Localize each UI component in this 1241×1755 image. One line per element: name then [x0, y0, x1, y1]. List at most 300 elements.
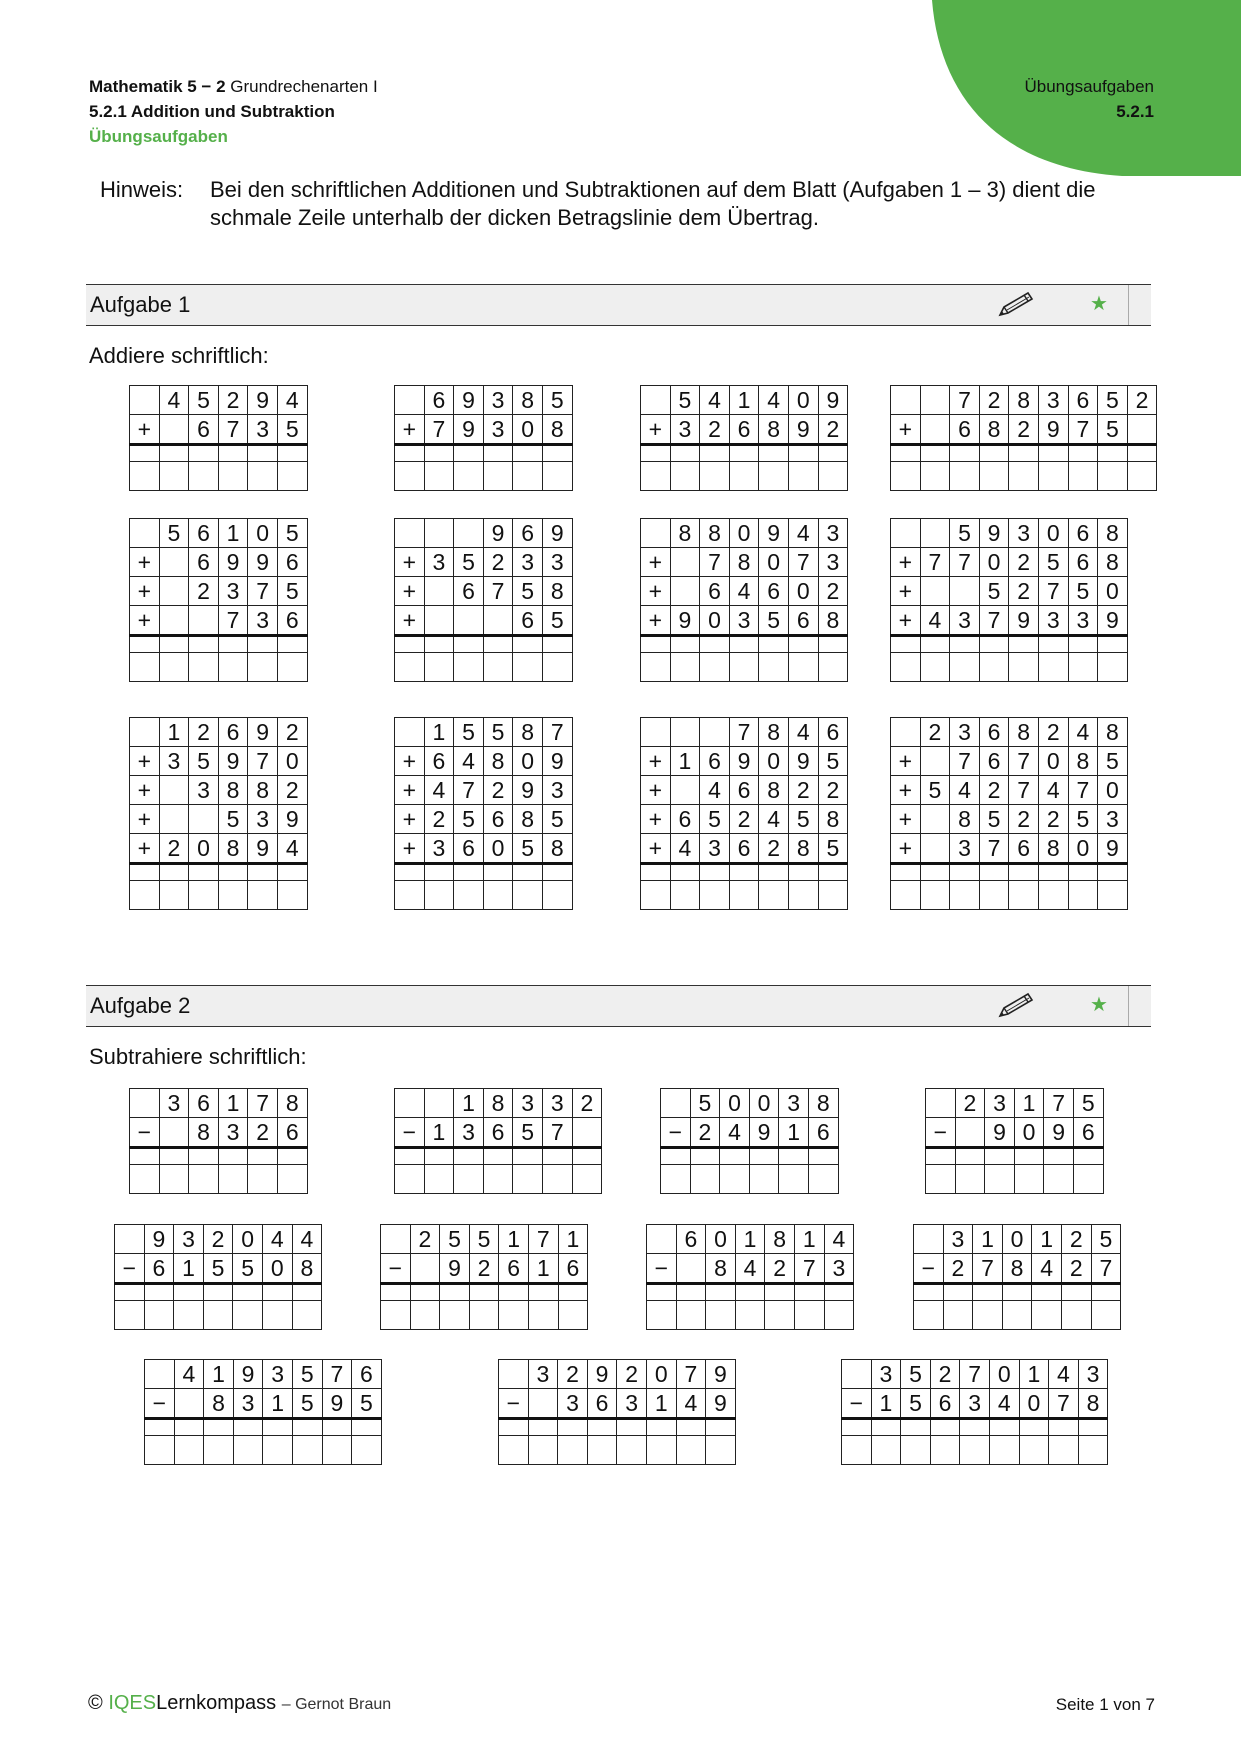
result-cell[interactable]: [914, 1301, 944, 1330]
result-cell[interactable]: [1002, 1301, 1032, 1330]
carry-cell[interactable]: [189, 864, 219, 881]
carry-cell[interactable]: [513, 1148, 543, 1165]
carry-cell[interactable]: [1073, 1148, 1103, 1165]
carry-cell[interactable]: [1098, 445, 1128, 462]
result-cell[interactable]: [513, 653, 543, 682]
carry-cell[interactable]: [218, 864, 248, 881]
result-cell[interactable]: [115, 1301, 145, 1330]
carry-cell[interactable]: [130, 636, 160, 653]
result-cell[interactable]: [706, 1301, 736, 1330]
result-cell[interactable]: [818, 653, 848, 682]
carry-cell[interactable]: [930, 1419, 960, 1436]
result-cell[interactable]: [985, 1165, 1015, 1194]
result-cell[interactable]: [424, 1165, 454, 1194]
result-cell[interactable]: [901, 1436, 931, 1465]
carry-cell[interactable]: [159, 864, 189, 881]
carry-cell[interactable]: [159, 1148, 189, 1165]
carry-cell[interactable]: [558, 1419, 588, 1436]
carry-cell[interactable]: [542, 864, 572, 881]
carry-cell[interactable]: [729, 445, 759, 462]
result-cell[interactable]: [159, 462, 189, 491]
result-cell[interactable]: [979, 462, 1009, 491]
result-cell[interactable]: [808, 1165, 838, 1194]
result-cell[interactable]: [729, 462, 759, 491]
result-cell[interactable]: [759, 462, 789, 491]
carry-cell[interactable]: [204, 1419, 234, 1436]
result-cell[interactable]: [130, 653, 160, 682]
result-cell[interactable]: [646, 1436, 676, 1465]
result-cell[interactable]: [729, 881, 759, 910]
result-cell[interactable]: [542, 881, 572, 910]
result-cell[interactable]: [528, 1436, 558, 1465]
carry-cell[interactable]: [670, 445, 700, 462]
result-cell[interactable]: [700, 462, 730, 491]
result-cell[interactable]: [189, 1165, 219, 1194]
carry-cell[interactable]: [159, 636, 189, 653]
result-cell[interactable]: [174, 1301, 204, 1330]
carry-cell[interactable]: [788, 636, 818, 653]
carry-cell[interactable]: [1038, 445, 1068, 462]
result-cell[interactable]: [759, 653, 789, 682]
result-cell[interactable]: [1127, 462, 1157, 491]
carry-cell[interactable]: [676, 1419, 706, 1436]
carry-cell[interactable]: [824, 1284, 854, 1301]
carry-cell[interactable]: [115, 1284, 145, 1301]
result-cell[interactable]: [1078, 1436, 1108, 1465]
result-cell[interactable]: [248, 1165, 278, 1194]
result-cell[interactable]: [706, 1436, 736, 1465]
result-cell[interactable]: [950, 462, 980, 491]
result-cell[interactable]: [277, 653, 307, 682]
carry-cell[interactable]: [1038, 636, 1068, 653]
result-cell[interactable]: [1009, 462, 1039, 491]
carry-cell[interactable]: [1019, 1419, 1049, 1436]
carry-cell[interactable]: [641, 864, 671, 881]
carry-cell[interactable]: [720, 1148, 750, 1165]
carry-cell[interactable]: [277, 445, 307, 462]
carry-cell[interactable]: [499, 1419, 529, 1436]
result-cell[interactable]: [483, 462, 513, 491]
result-cell[interactable]: [381, 1301, 411, 1330]
carry-cell[interactable]: [189, 636, 219, 653]
result-cell[interactable]: [248, 462, 278, 491]
result-cell[interactable]: [960, 1436, 990, 1465]
carry-cell[interactable]: [794, 1284, 824, 1301]
result-cell[interactable]: [943, 1301, 973, 1330]
result-cell[interactable]: [788, 462, 818, 491]
carry-cell[interactable]: [483, 445, 513, 462]
carry-cell[interactable]: [920, 636, 950, 653]
carry-cell[interactable]: [144, 1284, 174, 1301]
result-cell[interactable]: [248, 881, 278, 910]
carry-cell[interactable]: [1061, 1284, 1091, 1301]
result-cell[interactable]: [891, 881, 921, 910]
result-cell[interactable]: [528, 1301, 558, 1330]
carry-cell[interactable]: [891, 445, 921, 462]
carry-cell[interactable]: [979, 445, 1009, 462]
result-cell[interactable]: [263, 1436, 293, 1465]
carry-cell[interactable]: [1078, 1419, 1108, 1436]
result-cell[interactable]: [1009, 653, 1039, 682]
carry-cell[interactable]: [1032, 1284, 1062, 1301]
carry-cell[interactable]: [765, 1284, 795, 1301]
carry-cell[interactable]: [292, 1419, 322, 1436]
carry-cell[interactable]: [542, 1148, 572, 1165]
carry-cell[interactable]: [130, 445, 160, 462]
carry-cell[interactable]: [706, 1419, 736, 1436]
carry-cell[interactable]: [891, 636, 921, 653]
carry-cell[interactable]: [587, 1419, 617, 1436]
carry-cell[interactable]: [759, 445, 789, 462]
result-cell[interactable]: [513, 462, 543, 491]
result-cell[interactable]: [395, 1165, 425, 1194]
carry-cell[interactable]: [262, 1284, 292, 1301]
carry-cell[interactable]: [1049, 1419, 1079, 1436]
result-cell[interactable]: [395, 881, 425, 910]
carry-cell[interactable]: [670, 636, 700, 653]
result-cell[interactable]: [871, 1436, 901, 1465]
carry-cell[interactable]: [218, 1148, 248, 1165]
carry-cell[interactable]: [203, 1284, 233, 1301]
result-cell[interactable]: [395, 653, 425, 682]
result-cell[interactable]: [483, 1165, 513, 1194]
result-cell[interactable]: [788, 881, 818, 910]
carry-cell[interactable]: [676, 1284, 706, 1301]
result-cell[interactable]: [676, 1301, 706, 1330]
result-cell[interactable]: [572, 1165, 602, 1194]
carry-cell[interactable]: [513, 864, 543, 881]
result-cell[interactable]: [1032, 1301, 1062, 1330]
result-cell[interactable]: [979, 653, 1009, 682]
result-cell[interactable]: [926, 1165, 956, 1194]
result-cell[interactable]: [558, 1301, 588, 1330]
carry-cell[interactable]: [788, 445, 818, 462]
result-cell[interactable]: [277, 1165, 307, 1194]
carry-cell[interactable]: [528, 1419, 558, 1436]
carry-cell[interactable]: [706, 1284, 736, 1301]
carry-cell[interactable]: [920, 445, 950, 462]
result-cell[interactable]: [218, 653, 248, 682]
carry-cell[interactable]: [410, 1284, 440, 1301]
result-cell[interactable]: [513, 1165, 543, 1194]
carry-cell[interactable]: [381, 1284, 411, 1301]
carry-cell[interactable]: [914, 1284, 944, 1301]
carry-cell[interactable]: [943, 1284, 973, 1301]
carry-cell[interactable]: [424, 636, 454, 653]
carry-cell[interactable]: [617, 1419, 647, 1436]
result-cell[interactable]: [159, 1165, 189, 1194]
carry-cell[interactable]: [440, 1284, 470, 1301]
result-cell[interactable]: [920, 881, 950, 910]
carry-cell[interactable]: [1068, 864, 1098, 881]
result-cell[interactable]: [587, 1436, 617, 1465]
carry-cell[interactable]: [395, 636, 425, 653]
carry-cell[interactable]: [901, 1419, 931, 1436]
carry-cell[interactable]: [189, 1148, 219, 1165]
result-cell[interactable]: [542, 462, 572, 491]
carry-cell[interactable]: [145, 1419, 175, 1436]
result-cell[interactable]: [700, 653, 730, 682]
carry-cell[interactable]: [483, 1148, 513, 1165]
carry-cell[interactable]: [483, 864, 513, 881]
carry-cell[interactable]: [700, 864, 730, 881]
carry-cell[interactable]: [1068, 636, 1098, 653]
carry-cell[interactable]: [395, 1148, 425, 1165]
result-cell[interactable]: [454, 653, 484, 682]
result-cell[interactable]: [262, 1301, 292, 1330]
result-cell[interactable]: [989, 1436, 1019, 1465]
carry-cell[interactable]: [174, 1419, 204, 1436]
carry-cell[interactable]: [1009, 445, 1039, 462]
carry-cell[interactable]: [424, 1148, 454, 1165]
carry-cell[interactable]: [159, 445, 189, 462]
carry-cell[interactable]: [818, 445, 848, 462]
carry-cell[interactable]: [424, 864, 454, 881]
carry-cell[interactable]: [233, 1284, 263, 1301]
carry-cell[interactable]: [973, 1284, 1003, 1301]
result-cell[interactable]: [189, 881, 219, 910]
carry-cell[interactable]: [641, 445, 671, 462]
carry-cell[interactable]: [395, 445, 425, 462]
result-cell[interactable]: [130, 1165, 160, 1194]
result-cell[interactable]: [352, 1436, 382, 1465]
result-cell[interactable]: [720, 1165, 750, 1194]
result-cell[interactable]: [670, 462, 700, 491]
result-cell[interactable]: [483, 653, 513, 682]
result-cell[interactable]: [395, 462, 425, 491]
carry-cell[interactable]: [292, 1284, 322, 1301]
result-cell[interactable]: [159, 653, 189, 682]
result-cell[interactable]: [1068, 881, 1098, 910]
carry-cell[interactable]: [1098, 636, 1128, 653]
carry-cell[interactable]: [248, 1148, 278, 1165]
carry-cell[interactable]: [749, 1148, 779, 1165]
result-cell[interactable]: [1038, 881, 1068, 910]
carry-cell[interactable]: [979, 864, 1009, 881]
result-cell[interactable]: [499, 1436, 529, 1465]
result-cell[interactable]: [483, 881, 513, 910]
result-cell[interactable]: [891, 653, 921, 682]
result-cell[interactable]: [499, 1301, 529, 1330]
carry-cell[interactable]: [263, 1419, 293, 1436]
result-cell[interactable]: [788, 653, 818, 682]
result-cell[interactable]: [1098, 462, 1128, 491]
result-cell[interactable]: [233, 1436, 263, 1465]
carry-cell[interactable]: [729, 636, 759, 653]
result-cell[interactable]: [647, 1301, 677, 1330]
carry-cell[interactable]: [454, 636, 484, 653]
carry-cell[interactable]: [646, 1419, 676, 1436]
result-cell[interactable]: [440, 1301, 470, 1330]
carry-cell[interactable]: [248, 445, 278, 462]
carry-cell[interactable]: [454, 1148, 484, 1165]
result-cell[interactable]: [1038, 462, 1068, 491]
carry-cell[interactable]: [920, 864, 950, 881]
result-cell[interactable]: [542, 1165, 572, 1194]
result-cell[interactable]: [1049, 1436, 1079, 1465]
carry-cell[interactable]: [779, 1148, 809, 1165]
carry-cell[interactable]: [499, 1284, 529, 1301]
carry-cell[interactable]: [322, 1419, 352, 1436]
carry-cell[interactable]: [661, 1148, 691, 1165]
carry-cell[interactable]: [842, 1419, 872, 1436]
result-cell[interactable]: [277, 881, 307, 910]
result-cell[interactable]: [920, 462, 950, 491]
result-cell[interactable]: [661, 1165, 691, 1194]
result-cell[interactable]: [818, 881, 848, 910]
result-cell[interactable]: [973, 1301, 1003, 1330]
result-cell[interactable]: [469, 1301, 499, 1330]
carry-cell[interactable]: [647, 1284, 677, 1301]
carry-cell[interactable]: [735, 1284, 765, 1301]
result-cell[interactable]: [891, 462, 921, 491]
carry-cell[interactable]: [248, 864, 278, 881]
result-cell[interactable]: [670, 881, 700, 910]
result-cell[interactable]: [410, 1301, 440, 1330]
carry-cell[interactable]: [891, 864, 921, 881]
result-cell[interactable]: [749, 1165, 779, 1194]
result-cell[interactable]: [159, 881, 189, 910]
carry-cell[interactable]: [424, 445, 454, 462]
carry-cell[interactable]: [352, 1419, 382, 1436]
carry-cell[interactable]: [818, 636, 848, 653]
result-cell[interactable]: [759, 881, 789, 910]
carry-cell[interactable]: [759, 864, 789, 881]
result-cell[interactable]: [292, 1436, 322, 1465]
result-cell[interactable]: [424, 881, 454, 910]
result-cell[interactable]: [1014, 1165, 1044, 1194]
result-cell[interactable]: [950, 881, 980, 910]
result-cell[interactable]: [735, 1301, 765, 1330]
result-cell[interactable]: [700, 881, 730, 910]
result-cell[interactable]: [218, 881, 248, 910]
carry-cell[interactable]: [808, 1148, 838, 1165]
carry-cell[interactable]: [233, 1419, 263, 1436]
carry-cell[interactable]: [1014, 1148, 1044, 1165]
result-cell[interactable]: [690, 1165, 720, 1194]
result-cell[interactable]: [670, 653, 700, 682]
result-cell[interactable]: [1073, 1165, 1103, 1194]
result-cell[interactable]: [424, 462, 454, 491]
result-cell[interactable]: [1068, 653, 1098, 682]
result-cell[interactable]: [824, 1301, 854, 1330]
carry-cell[interactable]: [558, 1284, 588, 1301]
carry-cell[interactable]: [218, 636, 248, 653]
result-cell[interactable]: [454, 881, 484, 910]
result-cell[interactable]: [1098, 881, 1128, 910]
result-cell[interactable]: [1098, 653, 1128, 682]
result-cell[interactable]: [130, 462, 160, 491]
result-cell[interactable]: [204, 1436, 234, 1465]
result-cell[interactable]: [1038, 653, 1068, 682]
carry-cell[interactable]: [1009, 636, 1039, 653]
result-cell[interactable]: [424, 653, 454, 682]
result-cell[interactable]: [277, 462, 307, 491]
carry-cell[interactable]: [960, 1419, 990, 1436]
carry-cell[interactable]: [700, 636, 730, 653]
carry-cell[interactable]: [1009, 864, 1039, 881]
carry-cell[interactable]: [1038, 864, 1068, 881]
result-cell[interactable]: [189, 653, 219, 682]
result-cell[interactable]: [842, 1436, 872, 1465]
carry-cell[interactable]: [641, 636, 671, 653]
result-cell[interactable]: [513, 881, 543, 910]
carry-cell[interactable]: [979, 636, 1009, 653]
carry-cell[interactable]: [395, 864, 425, 881]
carry-cell[interactable]: [788, 864, 818, 881]
carry-cell[interactable]: [950, 445, 980, 462]
result-cell[interactable]: [233, 1301, 263, 1330]
carry-cell[interactable]: [454, 445, 484, 462]
carry-cell[interactable]: [670, 864, 700, 881]
carry-cell[interactable]: [950, 864, 980, 881]
carry-cell[interactable]: [483, 636, 513, 653]
result-cell[interactable]: [930, 1436, 960, 1465]
result-cell[interactable]: [1061, 1301, 1091, 1330]
result-cell[interactable]: [558, 1436, 588, 1465]
carry-cell[interactable]: [189, 445, 219, 462]
result-cell[interactable]: [779, 1165, 809, 1194]
result-cell[interactable]: [542, 653, 572, 682]
result-cell[interactable]: [130, 881, 160, 910]
carry-cell[interactable]: [1068, 445, 1098, 462]
carry-cell[interactable]: [528, 1284, 558, 1301]
carry-cell[interactable]: [130, 1148, 160, 1165]
result-cell[interactable]: [454, 1165, 484, 1194]
result-cell[interactable]: [218, 462, 248, 491]
result-cell[interactable]: [676, 1436, 706, 1465]
carry-cell[interactable]: [277, 636, 307, 653]
carry-cell[interactable]: [454, 864, 484, 881]
result-cell[interactable]: [144, 1301, 174, 1330]
carry-cell[interactable]: [690, 1148, 720, 1165]
result-cell[interactable]: [174, 1436, 204, 1465]
result-cell[interactable]: [292, 1301, 322, 1330]
result-cell[interactable]: [218, 1165, 248, 1194]
carry-cell[interactable]: [277, 1148, 307, 1165]
carry-cell[interactable]: [572, 1148, 602, 1165]
carry-cell[interactable]: [218, 445, 248, 462]
result-cell[interactable]: [794, 1301, 824, 1330]
carry-cell[interactable]: [130, 864, 160, 881]
result-cell[interactable]: [1044, 1165, 1074, 1194]
result-cell[interactable]: [189, 462, 219, 491]
carry-cell[interactable]: [542, 636, 572, 653]
result-cell[interactable]: [950, 653, 980, 682]
result-cell[interactable]: [1068, 462, 1098, 491]
carry-cell[interactable]: [277, 864, 307, 881]
carry-cell[interactable]: [700, 445, 730, 462]
result-cell[interactable]: [617, 1436, 647, 1465]
carry-cell[interactable]: [955, 1148, 985, 1165]
result-cell[interactable]: [765, 1301, 795, 1330]
carry-cell[interactable]: [513, 445, 543, 462]
carry-cell[interactable]: [1127, 445, 1157, 462]
result-cell[interactable]: [1091, 1301, 1121, 1330]
carry-cell[interactable]: [542, 445, 572, 462]
result-cell[interactable]: [145, 1436, 175, 1465]
carry-cell[interactable]: [1044, 1148, 1074, 1165]
carry-cell[interactable]: [950, 636, 980, 653]
carry-cell[interactable]: [248, 636, 278, 653]
carry-cell[interactable]: [513, 636, 543, 653]
carry-cell[interactable]: [1091, 1284, 1121, 1301]
carry-cell[interactable]: [729, 864, 759, 881]
result-cell[interactable]: [955, 1165, 985, 1194]
carry-cell[interactable]: [926, 1148, 956, 1165]
result-cell[interactable]: [322, 1436, 352, 1465]
carry-cell[interactable]: [759, 636, 789, 653]
